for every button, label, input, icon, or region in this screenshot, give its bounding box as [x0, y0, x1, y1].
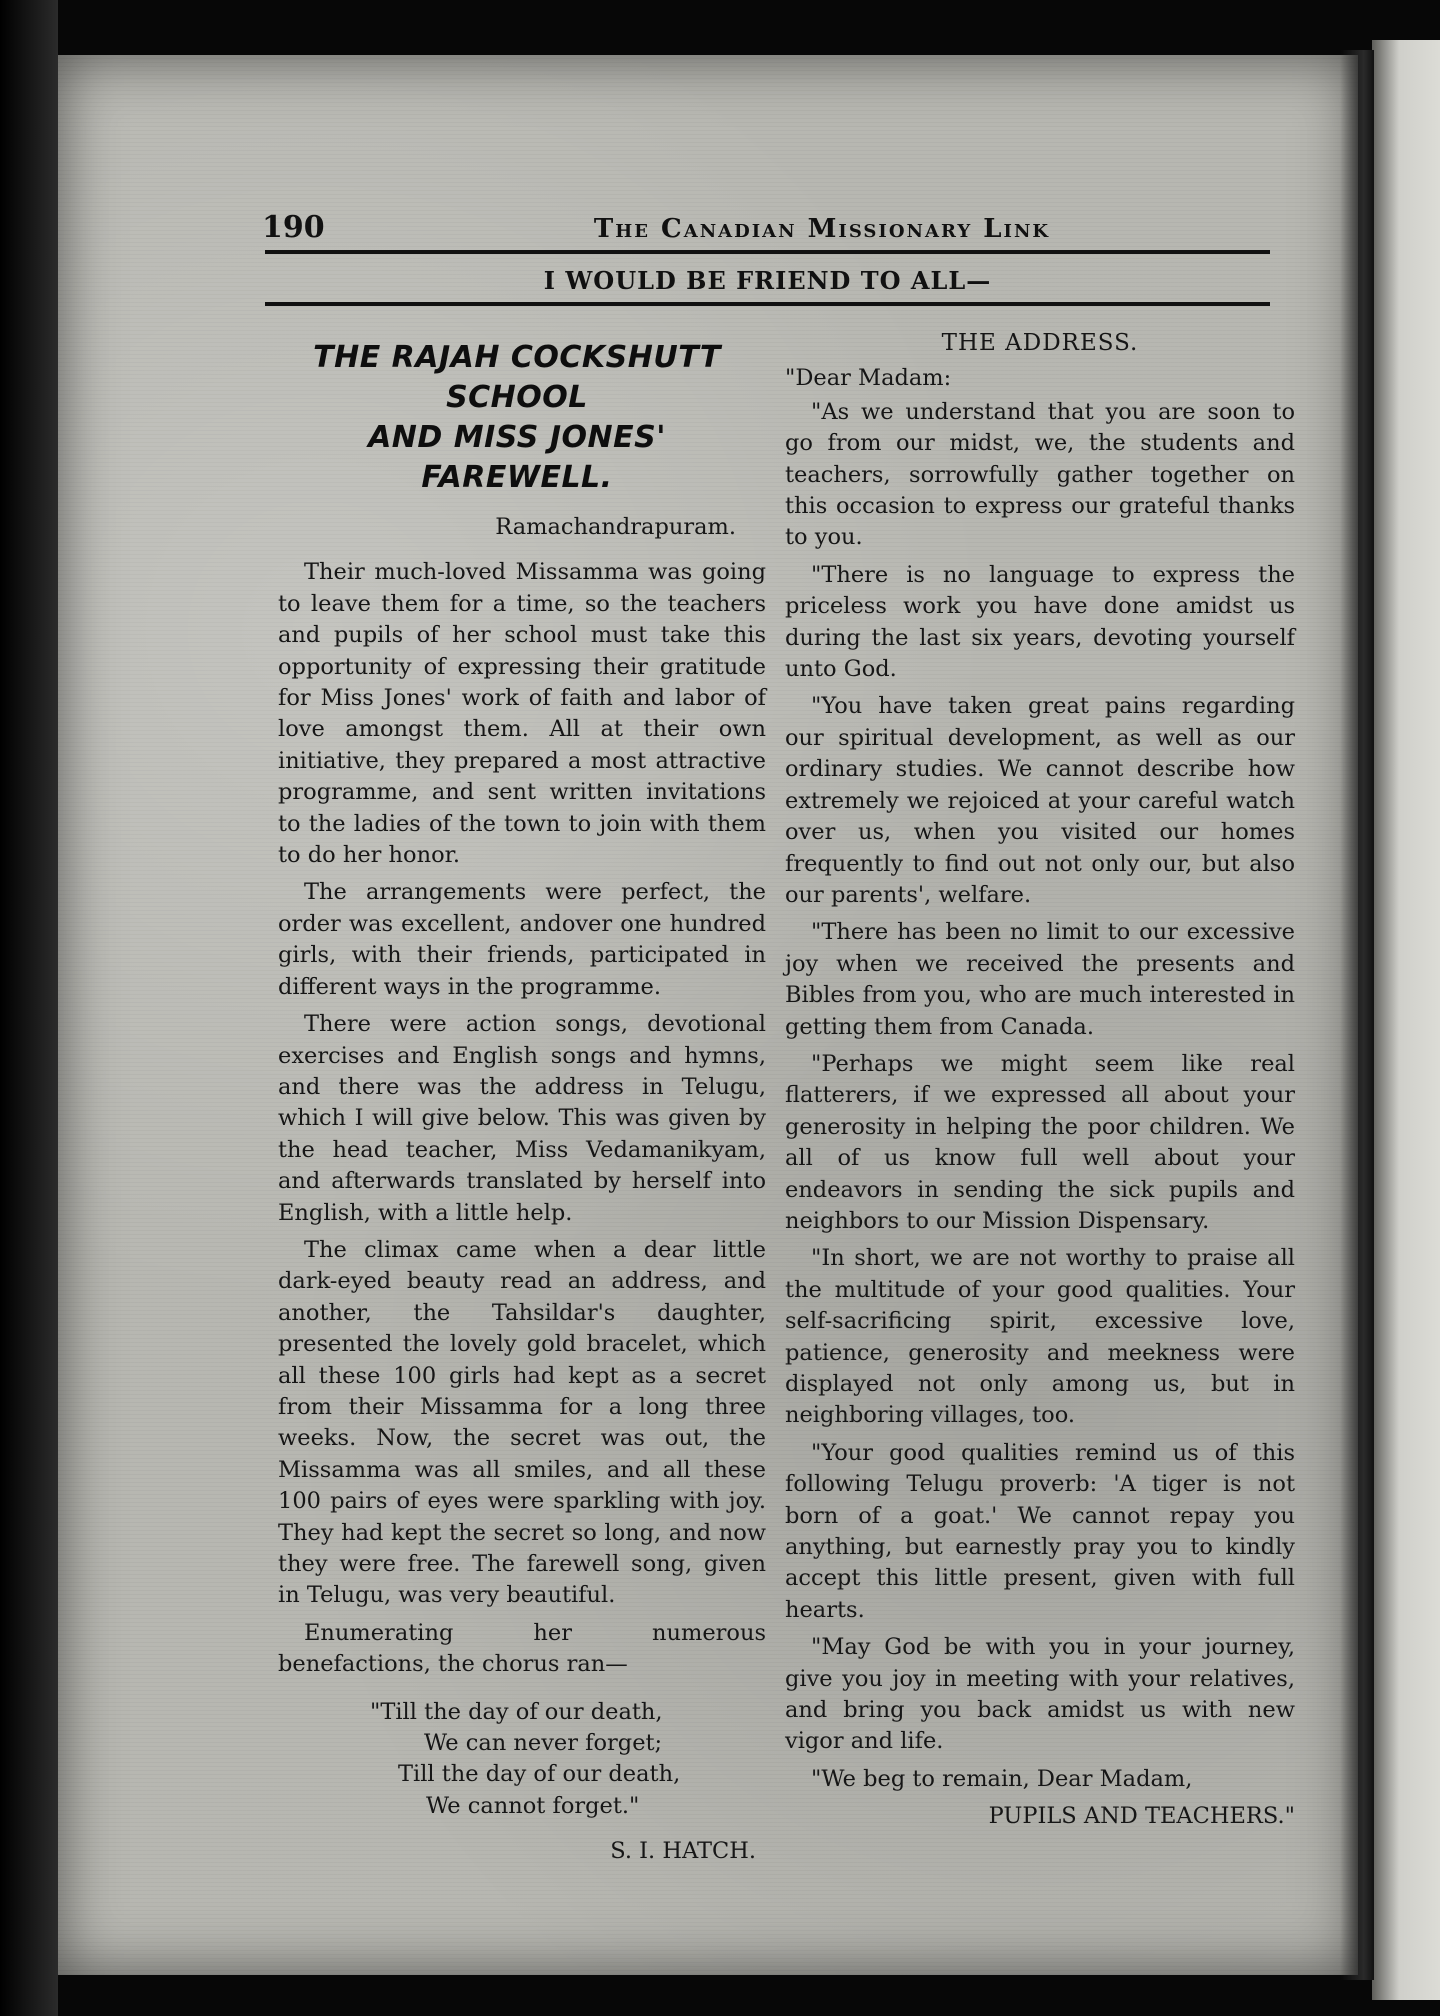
- address-paragraph: "As we understand that you are soon to go from our midst, we, the students and teachers, sorrowfully gather together on this occasion to express our grateful thanks to you.: [785, 398, 1295, 551]
- address-salutation: "Dear Madam:: [785, 365, 952, 392]
- dateline-place: Ramachandrapuram.: [495, 514, 736, 540]
- article-title-line-1: THE RAJAH COCKSHUTT SCHOOL: [313, 340, 721, 415]
- article-paragraph: There were action songs, devotional exercises and English songs and hymns, and there was the address in Telugu, which I will give below. This was given by the head teacher, Miss Vedamanikyam, and afterwards translated by herself into English, with a little help.: [278, 1011, 766, 1226]
- verse-line: We can never forget;: [424, 1730, 663, 1757]
- address-heading: THE ADDRESS.: [941, 330, 1139, 356]
- verse-line: "Till the day of our death,: [370, 1698, 663, 1725]
- address-paragraph: "Your good qualities remind us of this following Telugu proverb: 'A tiger is not born of a goat.' We cannot repay you anything, but earnestly pray you to kindly accept this little present, given with full hearts.: [785, 1439, 1295, 1623]
- address-paragraph: "There has been no limit to our excessive joy when we received the presents and Bibles from you, who are much interested in getting them from Canada.: [785, 919, 1295, 1040]
- verse-line: Till the day of our death,: [398, 1761, 681, 1788]
- facing-page-edge: [1372, 40, 1440, 2000]
- running-head: [262, 210, 1272, 252]
- page-number: 190: [262, 210, 325, 245]
- article-paragraph: The arrangements were perfect, the order was excellent, andover one hundred girls, with their friends, participated in different ways in the programme.: [278, 879, 766, 1000]
- address-paragraph: "May God be with you in your journey, give you joy in meeting with your relatives, and bring you back amidst us with new vigor and life.: [785, 1634, 1295, 1755]
- header-rule-top: [265, 250, 1270, 254]
- verse-line: We cannot forget.": [426, 1792, 640, 1819]
- left-column: [278, 338, 766, 1868]
- chorus-verse: [278, 1697, 766, 1823]
- gutter-shadow: [1340, 50, 1374, 1980]
- address-closing: PUPILS AND TEACHERS.": [988, 1803, 1295, 1830]
- journal-title: The Canadian Missionary Link: [593, 214, 1051, 244]
- header-rule-bottom: [265, 302, 1270, 306]
- article-paragraph: Their much-loved Missamma was going to leave them for a time, so the teachers and pupils of her school must take this opportunity of expressing their gratitude for Miss Jones' work of faith and labor of love amongst them. All at their own initiative, they prepared a most attractive programme, and sent written invitations to the ladies of the town to join with them to do her honor.: [278, 559, 766, 869]
- article-paragraph: The climax came when a dear little dark-eyed beauty read an address, and another, the Tahsildar's daughter, presented the lovely gold bracelet, which all these 100 girls had kept as a secret from their Missamma for a long three weeks. Now, the secret was out, the Missamma was all smiles, and all these 100 pairs of eyes were sparkling with joy. They had kept the secret so long, and now they were free. The farewell song, given in Telugu, was very beautiful.: [278, 1236, 766, 1609]
- motto: I WOULD BE FRIEND TO ALL—: [543, 266, 992, 295]
- article-paragraph: Enumerating her numerous benefactions, the chorus ran—: [278, 1619, 766, 1678]
- address-paragraph: "Perhaps we might seem like real flatterers, if we expressed all about your generosity in helping the poor children. We all of us know full well about your endeavors in sending the sick pupils and neighbors to our Mission Dispensary.: [785, 1050, 1295, 1234]
- article-title: [268, 338, 766, 498]
- address-paragraph: "In short, we are not worthy to praise all the multitude of your good qualities. Your self-sacrificing spirit, excessive love, patience, generosity and meekness were displayed not only among us, but in neighboring villages, too.: [785, 1245, 1295, 1429]
- address-paragraph: "You have taken great pains regarding our spiritual development, as well as our ordinary studies. We cannot describe how extremely we rejoiced at your careful watch over us, when you visited our homes frequently to find out not only our, but also our parents', welfare.: [785, 693, 1295, 908]
- address-paragraph: "We beg to remain, Dear Madam,: [811, 1765, 1193, 1792]
- right-column: [785, 328, 1295, 1833]
- author-signature: S. I. HATCH.: [610, 1838, 756, 1865]
- address-paragraph: "There is no language to express the priceless work you have done amidst us during the last six years, devoting yourself unto God.: [785, 561, 1295, 683]
- book-binding: [0, 0, 58, 2016]
- article-title-line-2: AND MISS JONES' FAREWELL.: [368, 420, 666, 495]
